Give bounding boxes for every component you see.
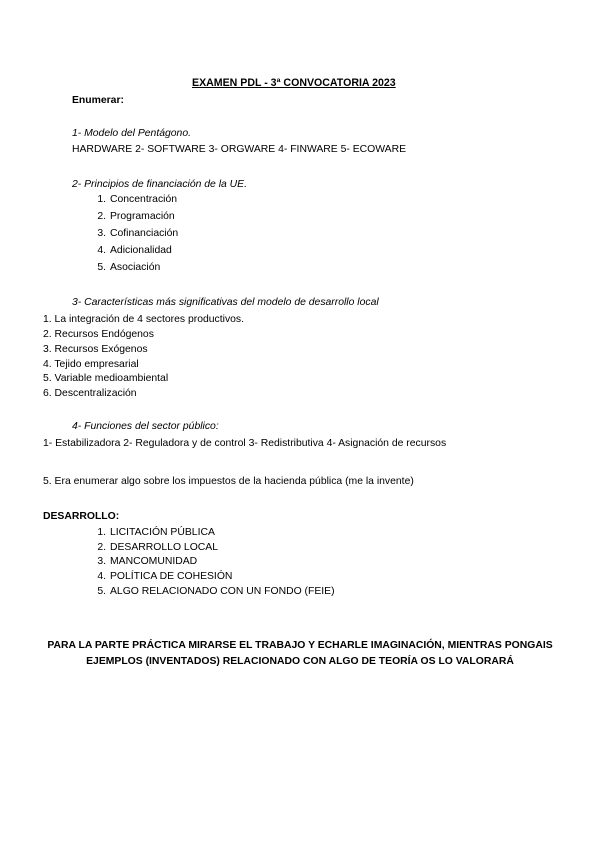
list-item-text: DESARROLLO LOCAL [110,542,218,553]
list-item: 4. Tejido empresarial [43,359,139,370]
list-item-number: 4. [97,571,106,582]
list-item [90,228,490,241]
list-item: 1. La integración de 4 sectores productivos. [43,314,245,325]
list-item: 5. Variable medioambiental [43,373,169,384]
q1-answer: HARDWARE 2- SOFTWARE 3- ORGWARE 4- FINWARE 5- ECOWARE [72,144,407,155]
list-item-text: LICITACIÓN PÚBLICA [110,527,215,538]
q2-heading: 2- Principios de financiación de la UE. [72,179,248,190]
list-item [90,542,490,555]
list-item-text: Concentración [110,194,178,205]
list-item: 6. Descentralización [43,388,137,399]
list-item-text: Cofinanciación [110,228,179,239]
list-item-number: 4. [97,245,106,256]
list-item-number: 3. [97,556,106,567]
q1-heading: 1- Modelo del Pentágono. [72,128,192,139]
list-item-number: 1. [97,527,106,538]
list-item-number: 1. [97,194,106,205]
list-item [90,571,490,584]
practical-note [40,638,560,670]
page-title: EXAMEN PDL - 3ª CONVOCATORIA 2023 [192,77,396,89]
list-item-text: Asociación [110,262,161,273]
q4-heading: 4- Funciones del sector público: [72,421,219,432]
list-item-number: 2. [97,211,106,222]
list-item [90,556,490,569]
list-item-number: 5. [97,262,106,273]
list-item-number: 5. [97,586,106,597]
q3-heading: 3- Características más significativas del modelo de desarrollo local [72,297,379,308]
intro-label: Enumerar: [72,95,124,106]
list-item-text: MANCOMUNIDAD [110,556,198,567]
list-item [90,262,490,275]
practical-note-line-2: EJEMPLOS (INVENTADOS) RELACIONADO CON ALGO DE TEORÍA OS LO VALORARÁ [86,656,514,667]
list-item [90,586,490,599]
list-item-text: Adicionalidad [110,245,172,256]
q4-answer: 1- Estabilizadora 2- Reguladora y de control 3- Redistributiva 4- Asignación de recursos [43,438,447,449]
list-item [90,245,490,258]
list-item [90,194,490,207]
q5-text: 5. Era enumerar algo sobre los impuestos de la hacienda pública (me la invente) [43,476,414,487]
list-item-number: 2. [97,542,106,553]
list-item [90,211,490,224]
list-item: 3. Recursos Exógenos [43,344,148,355]
list-item: 2. Recursos Endógenos [43,329,154,340]
practical-note-line-1: PARA LA PARTE PRÁCTICA MIRARSE EL TRABAJO Y ECHARLE IMAGINACIÓN, MIENTRAS PONGAIS [47,640,553,651]
list-item-number: 3. [97,228,106,239]
list-item [90,527,490,540]
list-item-text: POLÍTICA DE COHESIÓN [110,571,233,582]
list-item-text: Programación [110,211,175,222]
desarrollo-heading: DESARROLLO: [43,511,120,522]
list-item-text: ALGO RELACIONADO CON UN FONDO (FEIE) [110,586,335,597]
